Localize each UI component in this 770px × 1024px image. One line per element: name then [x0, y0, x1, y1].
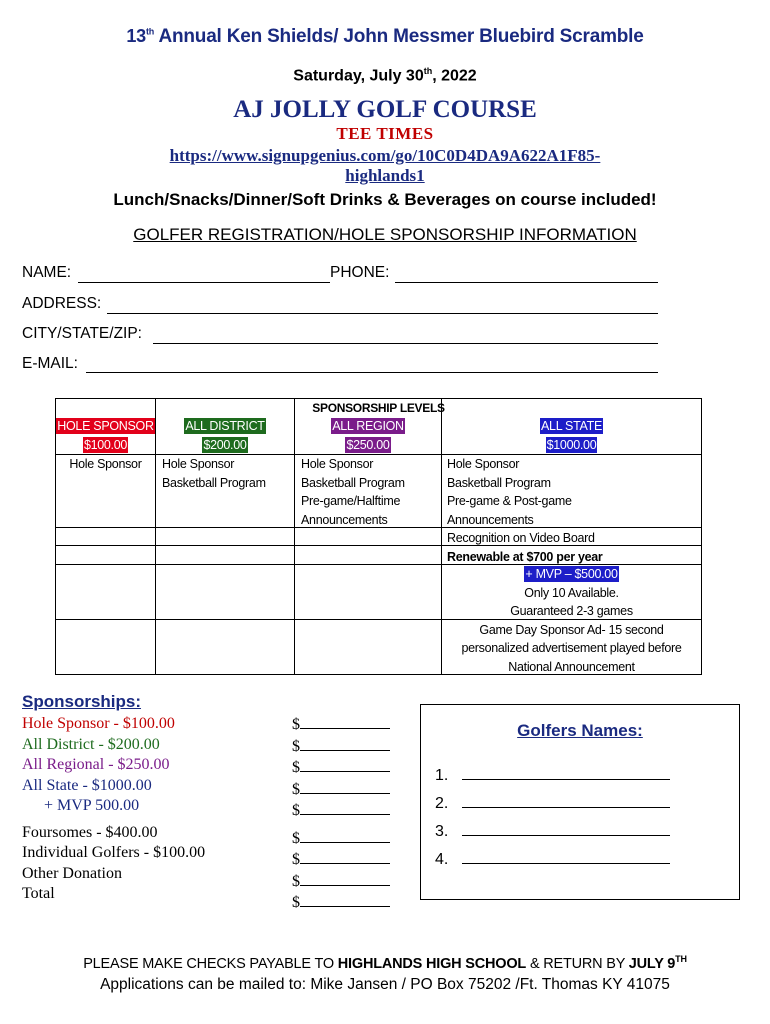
- amount-state[interactable]: $: [292, 779, 390, 801]
- sponsorship-regional: All Regional - $250.00: [22, 756, 170, 773]
- benefit-item: Basketball Program: [162, 475, 266, 490]
- benefit-item: Announcements: [447, 512, 534, 527]
- mvp-note: Game Day Sponsor Ad- 15 second: [479, 622, 664, 637]
- city-label: CITY/STATE/ZIP:: [22, 325, 142, 342]
- golfer-2[interactable]: 2.: [435, 793, 670, 813]
- benefit-item: Hole Sponsor: [162, 457, 235, 471]
- date-ordinal: th: [423, 66, 433, 76]
- level-district-label: ALL DISTRICT: [185, 419, 265, 433]
- level-state: [442, 417, 701, 454]
- address-field[interactable]: [107, 313, 658, 314]
- email-field[interactable]: [86, 372, 658, 373]
- benefit-item: Hole Sponsor: [69, 457, 142, 471]
- level-region-label: ALL REGION: [332, 419, 404, 433]
- benefit-item: Basketball Program: [447, 475, 551, 490]
- level-state-items: [447, 455, 603, 566]
- renewable-note: Renewable at $700 per year: [447, 549, 603, 564]
- phone-label: PHONE:: [330, 264, 390, 281]
- city-field[interactable]: [153, 343, 658, 344]
- benefit-item: Pre-game/Halftime: [301, 494, 401, 508]
- benefit-item: Hole Sponsor: [447, 457, 520, 471]
- mvp-note: National Announcement: [508, 659, 635, 674]
- title-ordinal: th: [145, 26, 155, 37]
- address-label: ADDRESS:: [22, 295, 102, 312]
- foursomes-label: Foursomes - $400.00: [22, 823, 158, 841]
- mvp-label: + MVP – $500.00: [525, 567, 618, 581]
- level-hole-label: HOLE SPONSOR: [57, 419, 154, 433]
- mvp-note: Only 10 Available.: [524, 585, 619, 600]
- title-number: 13: [126, 26, 146, 46]
- mvp-note: personalized advertisement played before: [461, 641, 682, 655]
- benefit-item: Announcements: [301, 512, 388, 527]
- sponsorship-levels-table: [55, 398, 702, 675]
- benefit-item: Pre-game & Post-game: [447, 494, 572, 508]
- date-year: , 2022: [432, 67, 477, 85]
- benefit-item: Recognition on Video Board: [447, 531, 595, 545]
- level-region: [295, 417, 441, 454]
- level-district-items: [162, 455, 266, 492]
- payment-instructions: [0, 954, 770, 972]
- table-divider: [56, 545, 701, 546]
- signup-link-line1[interactable]: https://www.signupgenius.com/go/10C0D4DA9A622A1F85-: [169, 146, 601, 165]
- other-donation-label: Other Donation: [22, 864, 122, 882]
- level-hole-price: $100.00: [83, 437, 128, 452]
- sponsorship-state: All State - $1000.00: [22, 776, 152, 794]
- amount-individual[interactable]: $: [292, 849, 390, 871]
- amount-district[interactable]: $: [292, 736, 390, 758]
- amount-foursomes[interactable]: $: [292, 828, 390, 850]
- sponsorships-heading: Sponsorships:: [22, 692, 142, 711]
- return-text: & RETURN BY: [526, 955, 629, 972]
- sponsorship-district: All District - $200.00: [22, 735, 160, 753]
- signup-link-line2[interactable]: highlands1: [345, 166, 425, 185]
- sponsorship-mvp: + MVP 500.00: [44, 797, 140, 814]
- level-district-price: $200.00: [203, 437, 247, 452]
- level-district: [156, 417, 294, 454]
- payment-text: PLEASE MAKE CHECKS PAYABLE TO: [83, 955, 338, 972]
- signup-link[interactable]: [0, 146, 770, 186]
- individual-label: Individual Golfers - $100.00: [22, 844, 206, 861]
- total-label: Total: [22, 885, 55, 902]
- payable-to: HIGHLANDS HIGH SCHOOL: [337, 955, 527, 972]
- event-date: [0, 66, 770, 85]
- name-field[interactable]: [78, 282, 330, 283]
- mailing-address: Applications can be mailed to: Mike Jansen / PO Box 75202 /Ft. Thomas KY 41075: [100, 976, 670, 993]
- phone-field[interactable]: [395, 282, 658, 283]
- levels-title: SPONSORSHIP LEVELS: [312, 401, 445, 415]
- amount-blanks: [292, 714, 390, 914]
- golfer-1[interactable]: 1.: [435, 765, 670, 785]
- amount-regional[interactable]: $: [292, 757, 390, 779]
- level-hole-items: [56, 455, 155, 474]
- sponsorships-list: [22, 714, 205, 905]
- title-text: Annual Ken Shields/ John Messmer Bluebird Scramble: [154, 26, 644, 47]
- return-date: JULY 9: [628, 955, 676, 972]
- name-label: NAME:: [22, 264, 72, 281]
- mvp-note: Guaranteed 2-3 games: [510, 604, 633, 618]
- return-date-ordinal: TH: [675, 954, 687, 964]
- date-text: Saturday, July 30: [293, 67, 424, 85]
- event-title: [0, 26, 770, 48]
- golfer-3[interactable]: 3.: [435, 821, 670, 841]
- email-label: E-MAIL:: [22, 355, 78, 372]
- level-hole: [56, 417, 155, 454]
- golfers-heading: Golfers Names:: [517, 721, 643, 740]
- included-note: Lunch/Snacks/Dinner/Soft Drinks & Beverages on course included!: [113, 190, 657, 209]
- golfer-4[interactable]: 4.: [435, 849, 670, 869]
- level-region-price: $250.00: [346, 437, 390, 452]
- amount-hole[interactable]: $: [292, 714, 390, 736]
- benefit-item: Basketball Program: [301, 475, 405, 490]
- level-state-label: ALL STATE: [541, 419, 602, 433]
- amount-total[interactable]: $: [292, 892, 390, 914]
- amount-other[interactable]: $: [292, 871, 390, 893]
- level-state-price: $1000.00: [546, 437, 597, 452]
- amount-mvp[interactable]: $: [292, 800, 390, 822]
- sponsorship-hole: Hole Sponsor - $100.00: [22, 715, 175, 732]
- level-region-items: [301, 455, 405, 529]
- benefit-item: Hole Sponsor: [301, 457, 374, 471]
- mvp-section: [442, 565, 701, 676]
- course-name: AJ JOLLY GOLF COURSE: [233, 96, 537, 123]
- golfers-box: [420, 704, 740, 900]
- section-heading: GOLFER REGISTRATION/HOLE SPONSORSHIP INFORMATION: [133, 225, 637, 244]
- tee-times-label: TEE TIMES: [336, 124, 434, 143]
